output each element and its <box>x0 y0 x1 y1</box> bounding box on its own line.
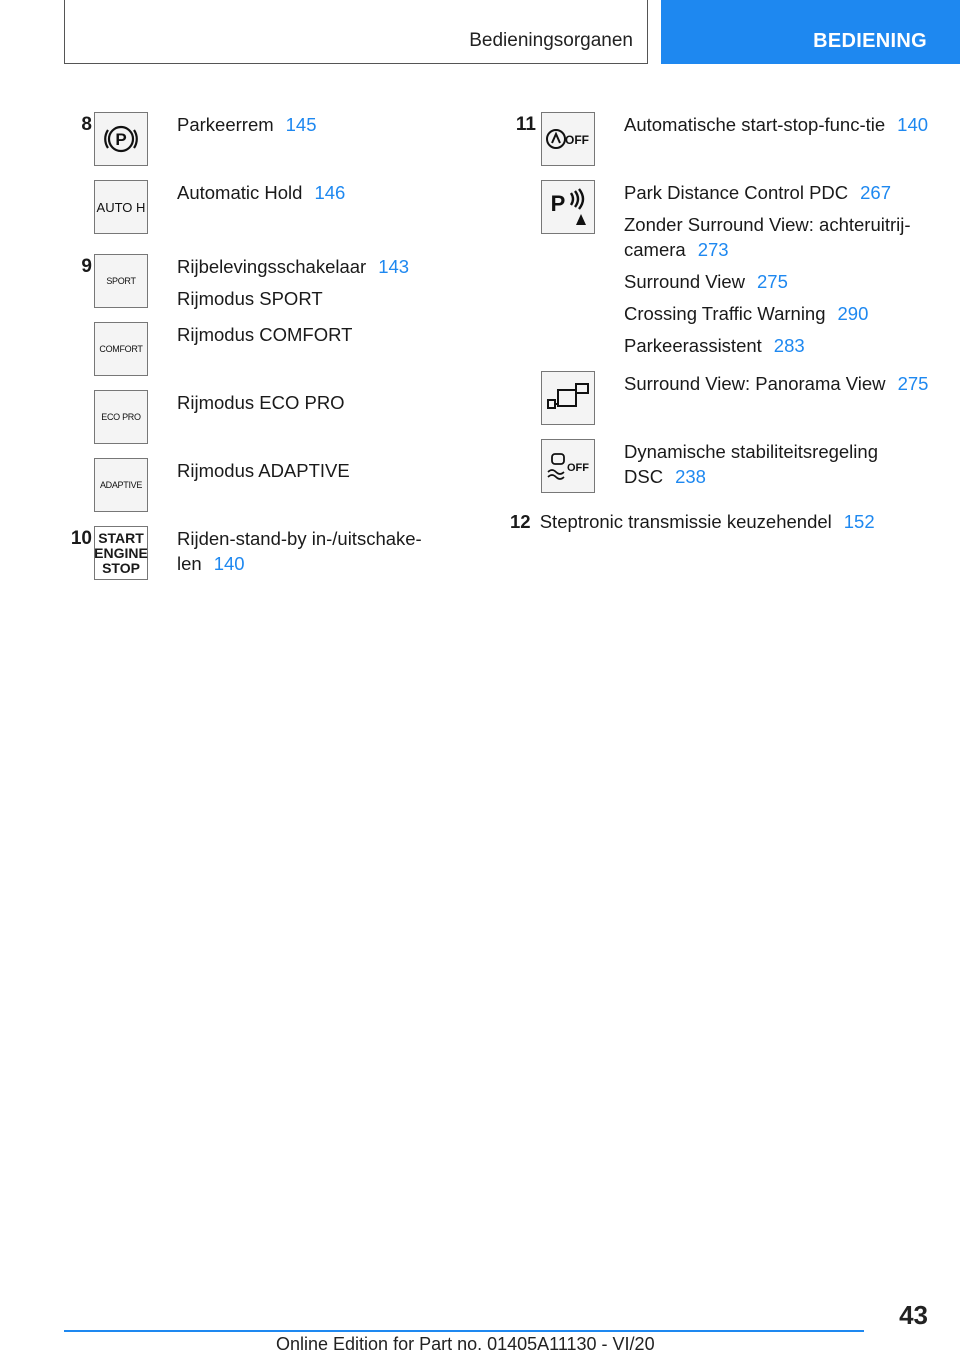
page-reference[interactable]: 146 <box>314 182 346 203</box>
page-reference[interactable]: 283 <box>773 335 805 356</box>
entry <box>177 390 444 415</box>
entry-text: Surround View <box>624 271 746 292</box>
icon-label: AUTO H <box>96 199 146 215</box>
entry <box>177 254 444 279</box>
left-column <box>64 112 444 594</box>
entry-text: Rijmodus SPORT <box>177 288 323 309</box>
item-row <box>64 390 444 458</box>
entry <box>177 286 444 311</box>
entry-text: Dynamische stabiliteitsregeling DSC <box>624 441 878 487</box>
comfort-mode-icon <box>94 322 148 376</box>
entry-text: Parkeerrem <box>177 114 274 135</box>
entry-text: Rijmodus ADAPTIVE <box>177 460 350 481</box>
parking-brake-icon <box>94 112 148 166</box>
item-row <box>64 112 444 180</box>
page-reference[interactable]: 273 <box>697 239 729 260</box>
auto-hold-icon <box>94 180 148 234</box>
icon-label: ENGINE <box>94 544 148 561</box>
entry-text: Rijmodus ECO PRO <box>177 392 345 413</box>
entry-text: Rijden-stand-by in-/uitschake-len <box>177 528 422 574</box>
entry <box>624 112 930 137</box>
entry <box>624 180 930 205</box>
dsc-off-text: OFF <box>567 462 589 474</box>
entry-text: Park Distance Control PDC <box>624 182 849 203</box>
icon-label: STOP <box>102 559 140 576</box>
entry-text: Automatic Hold <box>177 182 303 203</box>
svg-text:P: P <box>115 130 127 149</box>
page-reference[interactable]: 275 <box>757 271 788 292</box>
entry-text: Surround View: Panorama View <box>624 373 886 394</box>
icon-label: START <box>98 529 144 546</box>
item-number: 11 <box>515 114 536 135</box>
page-reference[interactable]: 275 <box>897 373 929 394</box>
header-chapter-box <box>661 0 960 64</box>
entry-text: Automatische start-stop-func-tie <box>624 114 886 135</box>
item-group-9 <box>64 254 444 526</box>
icon-label: SPORT <box>106 276 136 286</box>
entry-text: Rijmodus COMFORT <box>177 324 353 345</box>
page-reference[interactable]: 145 <box>285 114 317 135</box>
start-engine-stop-icon <box>94 526 148 580</box>
adaptive-mode-icon <box>94 458 148 512</box>
item-row <box>64 254 444 322</box>
header-section-box <box>64 0 648 64</box>
section-title: Bedieningsorganen <box>469 30 633 51</box>
page-reference[interactable]: 152 <box>843 511 875 532</box>
item-row <box>64 322 444 390</box>
page-reference[interactable]: 140 <box>897 114 929 135</box>
page-reference[interactable]: 238 <box>675 466 706 487</box>
entry-text: Crossing Traffic Warning <box>624 303 826 324</box>
svg-text:OFF: OFF <box>565 133 589 147</box>
item-number: 9 <box>81 256 92 277</box>
panorama-view-icon <box>541 371 595 425</box>
item-group-10 <box>64 526 444 594</box>
item-row <box>510 371 930 439</box>
item-number: 8 <box>81 114 92 135</box>
entry <box>624 301 930 326</box>
entry <box>177 180 444 205</box>
page-reference[interactable]: 290 <box>837 303 869 324</box>
item-row <box>510 439 930 507</box>
page-reference[interactable]: 140 <box>213 553 245 574</box>
entry <box>177 112 444 137</box>
entry-text: Parkeerassistent <box>624 335 762 356</box>
item-number: 10 <box>70 528 92 549</box>
entry <box>624 212 930 262</box>
entry-text: Steptronic transmissie keuzehendel <box>539 511 832 532</box>
auto-start-stop-off-icon <box>541 112 595 166</box>
item-group-12 <box>510 509 930 534</box>
entry <box>624 439 930 489</box>
park-distance-control-icon <box>541 180 595 234</box>
item-row <box>510 112 930 180</box>
page-reference[interactable]: 267 <box>860 182 892 203</box>
entry-text: Zonder Surround View: achteruitrij-camera <box>624 214 911 260</box>
item-number: 12 <box>510 511 531 532</box>
page-reference[interactable]: 143 <box>378 256 410 277</box>
entry <box>177 322 444 347</box>
item-row <box>64 458 444 526</box>
entry <box>624 269 930 294</box>
entry-text: Rijbelevingsschakelaar <box>177 256 367 277</box>
entry <box>624 371 930 396</box>
icon-label: ADAPTIVE <box>99 480 143 490</box>
item-row <box>510 180 930 365</box>
item-row <box>64 526 444 594</box>
icon-label: COMFORT <box>99 344 143 354</box>
item-row <box>64 180 444 248</box>
page-number: 43 <box>899 1300 928 1330</box>
item-group-8 <box>64 112 444 248</box>
footer-edition: Online Edition for Part no. 01405A11130 - VI/20 <box>276 1334 655 1354</box>
svg-text:P: P <box>550 191 566 216</box>
dsc-off-icon <box>541 439 595 493</box>
entry <box>177 458 444 483</box>
eco-pro-mode-icon <box>94 390 148 444</box>
sport-mode-icon <box>94 254 148 308</box>
entry <box>624 333 930 358</box>
footer-divider <box>64 1330 864 1332</box>
item-group-11 <box>510 112 930 507</box>
right-column <box>510 112 930 534</box>
entry <box>177 526 444 576</box>
chapter-title: BEDIENING <box>813 30 927 52</box>
icon-label: ECO PRO <box>101 412 141 422</box>
